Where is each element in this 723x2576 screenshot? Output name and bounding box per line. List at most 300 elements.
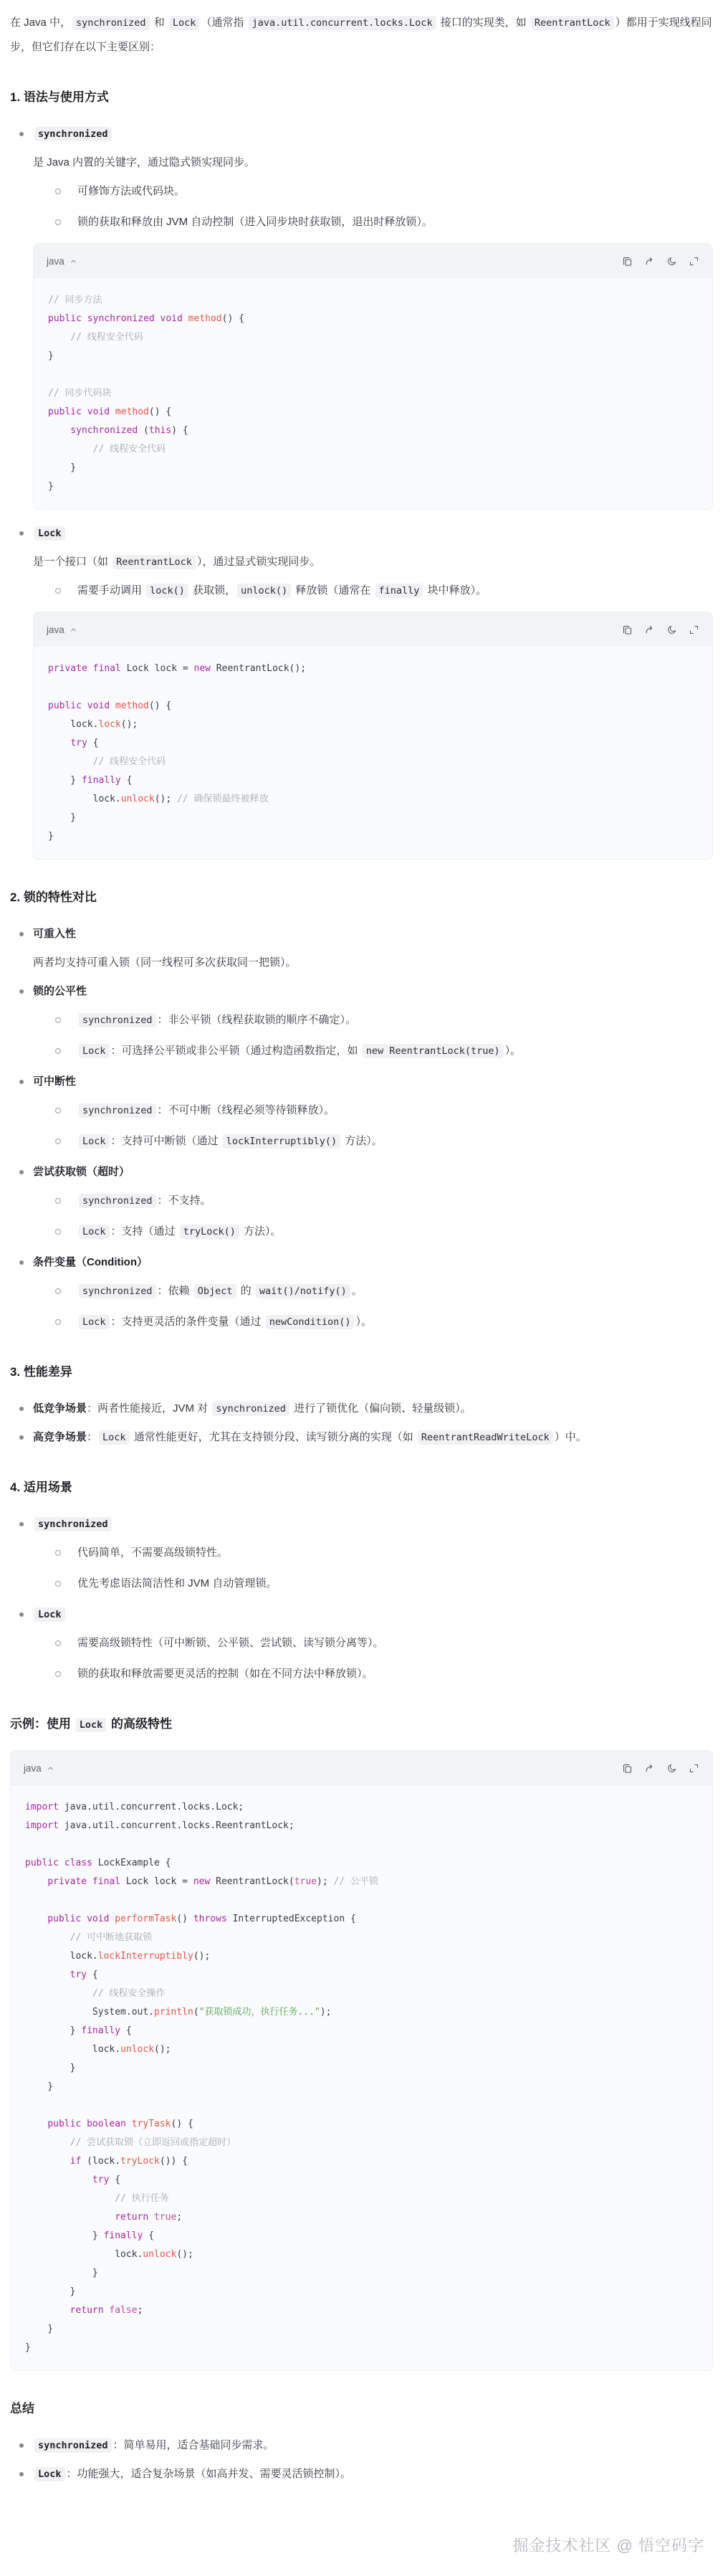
text-run: ：两者性能接近，JVM 对: [87, 1402, 211, 1415]
code-token: (lock.: [81, 2156, 121, 2167]
inline-code: Lock: [34, 526, 65, 541]
code-token: }: [25, 2063, 76, 2073]
list-item: [10, 2433, 713, 2458]
code-line: [25, 2227, 698, 2245]
code-token: ;: [176, 2212, 183, 2223]
section-heading: [10, 1478, 713, 1496]
copy-icon[interactable]: [622, 624, 633, 635]
code-token: public boolean: [47, 2119, 126, 2129]
text-run: 方法）。: [240, 1225, 282, 1237]
code-content: [11, 1785, 712, 2370]
code-line: [25, 1910, 698, 1929]
code-line: [48, 660, 698, 678]
code-content: [34, 647, 712, 859]
code-line: [48, 384, 698, 403]
code-line: [25, 2283, 698, 2301]
jump-arrow-icon[interactable]: [644, 624, 655, 635]
code-line: [48, 678, 698, 697]
code-token: public class: [25, 1858, 92, 1868]
section-heading: [10, 1363, 713, 1381]
text-run: 总结: [10, 2402, 34, 2415]
text-run: 和: [150, 16, 168, 29]
list-item: [10, 922, 713, 946]
code-line: [25, 1835, 698, 1854]
text-run: （通常指: [201, 16, 247, 29]
sublist-item: [10, 1008, 713, 1032]
inline-code: wait()/notify(): [256, 1284, 350, 1298]
code-block-header: [11, 1751, 712, 1785]
text-run: ：支持更灵活的条件变量（通过: [110, 1316, 264, 1328]
code-token: );: [320, 2007, 332, 2017]
code-line: [48, 477, 698, 496]
text-run: 高竞争场景: [33, 1431, 87, 1443]
text-run: 示例：使用: [10, 1717, 75, 1731]
code-token: [110, 700, 115, 711]
code-token: public void: [48, 407, 110, 417]
code-token: true: [154, 2212, 177, 2223]
code-line: [48, 697, 698, 716]
code-token: ReentrantLock();: [210, 663, 307, 674]
code-token: );: [317, 1876, 334, 1887]
inline-code: Lock: [34, 1607, 65, 1622]
code-block: [10, 1750, 713, 2371]
text-run: 优先考虑语法简洁性和 JVM 自动管理锁。: [77, 1577, 277, 1589]
list-item: [10, 2462, 713, 2486]
text-run: 尝试获取锁（超时）: [33, 1166, 130, 1178]
code-token: ) {: [171, 425, 188, 436]
code-token: [48, 425, 70, 436]
text-run: 在 Java 中，: [10, 16, 72, 29]
code-token: finally: [103, 2230, 143, 2241]
inline-code: Lock: [99, 1430, 130, 1445]
collapse-chevron-icon: [47, 1764, 54, 1772]
code-token: }: [48, 831, 54, 842]
text-run: 接口的实现类，如: [437, 16, 530, 29]
code-line: [25, 1798, 698, 1817]
inline-code: Lock: [79, 1225, 110, 1239]
article-body: [10, 11, 713, 2486]
copy-icon[interactable]: [622, 256, 633, 267]
inline-code: finally: [375, 584, 423, 598]
text-run: 获取锁，: [189, 584, 236, 597]
code-token: tryTask: [131, 2119, 171, 2129]
text-run: ）都用于实现线程同步，但它们存在以下主要区别：: [10, 16, 712, 53]
code-token: unlock: [120, 2044, 155, 2055]
code-line: [25, 2245, 698, 2264]
code-token: lock.: [25, 2044, 121, 2055]
text-run: 的高级特性: [107, 1717, 172, 1731]
code-token: "获取锁成功，执行任务...": [198, 2007, 320, 2017]
code-block-header: [34, 612, 712, 647]
code-token: () {: [148, 700, 172, 711]
fullscreen-icon[interactable]: [689, 256, 699, 267]
code-line: [25, 2320, 698, 2339]
code-language-toggle[interactable]: [47, 624, 77, 635]
code-line: [25, 2096, 698, 2115]
code-token: }: [25, 2081, 54, 2092]
code-token: {: [120, 2025, 132, 2036]
code-token: lock.: [48, 794, 121, 804]
code-token: LockExample {: [92, 1858, 171, 1868]
collapse-chevron-icon: [70, 626, 77, 634]
inline-code: synchronized: [79, 1284, 156, 1298]
text-run: ：简单易用，适合基础同步需求。: [112, 2439, 274, 2451]
code-line: [48, 716, 698, 734]
inline-code: synchronized: [212, 1402, 289, 1416]
code-line: [48, 440, 698, 459]
inline-code: ReentrantLock: [112, 555, 196, 569]
code-token: method: [115, 407, 149, 417]
text-run: 需要手动调用: [77, 584, 145, 597]
code-token: if: [70, 2156, 82, 2167]
sublist-item: [10, 1310, 713, 1334]
sublist-item: [10, 1279, 713, 1303]
code-line: [48, 403, 698, 422]
code-token: [25, 2175, 92, 2185]
text-run: 块中释放）。: [424, 584, 487, 597]
inline-code: lock(): [146, 584, 188, 598]
code-line: [48, 771, 698, 790]
code-token: ;: [137, 2305, 143, 2316]
sublist-item: [10, 179, 713, 204]
code-line: [25, 2115, 698, 2134]
text-run: 2. 锁的特性对比: [10, 890, 97, 904]
code-token: ()) {: [159, 2156, 188, 2167]
code-line: [25, 2339, 698, 2357]
code-token: () {: [221, 313, 244, 324]
list-item-description: [10, 951, 713, 975]
code-token: lock: [98, 719, 121, 730]
text-run: 可中断性: [33, 1075, 77, 1088]
code-token: (: [138, 425, 149, 436]
code-token: this: [148, 425, 172, 436]
code-line: [25, 2059, 698, 2078]
code-line: [25, 1966, 698, 1985]
code-line: [48, 347, 698, 366]
list-item: [10, 1512, 713, 1536]
text-run: 是 Java 内置的关键字，通过隐式锁实现同步。: [33, 156, 256, 168]
text-run: 锁的公平性: [33, 985, 87, 997]
section-heading: [10, 88, 713, 106]
inline-code: synchronized: [79, 1013, 156, 1027]
code-token: unlock: [120, 794, 155, 804]
code-token: () {: [148, 407, 172, 417]
text-run: ）中。: [554, 1431, 587, 1443]
text-run: 4. 适用场景: [10, 1481, 72, 1494]
code-token: }: [48, 775, 82, 786]
inline-code: synchronized: [79, 1103, 156, 1118]
code-token: java.util.concurrent.locks.ReentrantLock;: [58, 1820, 295, 1831]
code-token: new: [193, 663, 211, 674]
jump-arrow-icon[interactable]: [644, 256, 655, 267]
code-content: [34, 278, 712, 509]
list-item: [10, 979, 713, 1004]
inline-code: Object: [194, 1284, 236, 1298]
code-token: {: [143, 2230, 155, 2241]
code-line: [48, 422, 698, 440]
inline-code: synchronized: [34, 1517, 112, 1531]
code-token: private final: [47, 1876, 121, 1887]
code-token: public synchronized void: [48, 313, 183, 324]
code-block: [33, 243, 713, 510]
code-actions: [622, 624, 699, 635]
list-item-description: [10, 151, 713, 175]
code-line: [48, 459, 698, 477]
sublist-item: [10, 1220, 713, 1244]
code-token: ReentrantLock(: [210, 1876, 295, 1887]
text-run: 需要高级锁特性（可中断锁、公平锁、尝试锁、读写锁分离等）。: [77, 1637, 384, 1649]
section-heading: [10, 2400, 713, 2418]
list-item: [10, 521, 713, 546]
inline-code: Lock: [169, 16, 200, 30]
sublist-item: [10, 1189, 713, 1213]
code-token: [110, 407, 115, 417]
inline-code: newCondition(): [266, 1315, 355, 1329]
watermark: 掘金技术社区 @ 悟空码字: [512, 2537, 704, 2554]
code-token: }: [25, 2230, 104, 2241]
code-token: println: [154, 2007, 193, 2017]
code-line: [48, 734, 698, 753]
code-block-header: [34, 244, 712, 278]
code-token: [183, 313, 188, 324]
code-token: }: [25, 2268, 98, 2278]
code-token: lock.: [48, 719, 99, 730]
code-line: [25, 1873, 698, 1891]
sublist-item: [10, 1631, 713, 1655]
fullscreen-icon[interactable]: [689, 1763, 699, 1774]
text-run: 代码简单，不需要高级锁特性。: [77, 1546, 229, 1559]
code-line: [48, 753, 698, 771]
inline-code: lockInterruptibly(): [223, 1134, 340, 1149]
text-run: ：功能强大，适合复杂场景（如高并发、需要灵活锁控制）。: [66, 2468, 352, 2480]
code-token: lock.: [25, 2249, 143, 2260]
list-item: [10, 1070, 713, 1094]
code-token: // 同步方法: [48, 295, 102, 305]
code-token: }: [48, 812, 77, 823]
code-token: unlock: [143, 2249, 177, 2260]
code-line: [25, 2134, 698, 2152]
sublist-item: [10, 1039, 713, 1063]
copy-icon[interactable]: [622, 1763, 633, 1774]
inline-code: synchronized: [34, 127, 112, 141]
code-token: import: [25, 1820, 59, 1831]
sublist-item: [10, 210, 713, 234]
code-token: [25, 1969, 70, 1980]
code-token: Lock lock =: [120, 1876, 193, 1887]
code-line: [25, 2003, 698, 2022]
section-heading: [10, 888, 713, 906]
code-line: [25, 2152, 698, 2171]
inline-code: ReentrantReadWriteLock: [418, 1430, 553, 1445]
code-token: }: [25, 2324, 54, 2334]
code-token: }: [48, 351, 54, 361]
code-token: // 确保锁最终被释放: [177, 794, 269, 804]
code-line: [48, 366, 698, 384]
code-token: ();: [193, 1951, 211, 1962]
code-line: [48, 291, 698, 310]
code-token: {: [87, 1969, 98, 1980]
code-token: // 执行任务: [25, 2193, 169, 2204]
sublist-item: [10, 1098, 713, 1123]
code-token: finally: [81, 775, 121, 786]
text-run: ：不支持。: [157, 1194, 211, 1207]
code-language-label: java: [47, 255, 64, 267]
text-run: 通常性能更好，尤其在支持锁分段、读写锁分离的实现（如: [130, 1431, 416, 1443]
inline-code: Lock: [79, 1044, 110, 1058]
code-token: private final: [48, 663, 121, 674]
code-token: [126, 2119, 132, 2129]
list-item: [10, 1250, 713, 1275]
code-token: // 线程安全代码: [48, 756, 166, 767]
text-run: 的: [237, 1285, 254, 1297]
code-token: // 尝试获取锁（立即返回或指定超时）: [25, 2137, 236, 2148]
code-token: {: [109, 2175, 121, 2185]
text-run: 低竞争场景: [33, 1402, 87, 1415]
code-line: [48, 809, 698, 827]
theme-moon-icon[interactable]: [666, 256, 677, 267]
text-run: 释放锁（通常在: [292, 584, 374, 597]
code-token: System.out.: [25, 2007, 155, 2017]
text-run: 方法）。: [342, 1135, 383, 1147]
list-item: [10, 1160, 713, 1184]
code-token: new: [193, 1876, 211, 1887]
code-language-toggle[interactable]: [47, 256, 77, 267]
code-token: // 同步代码块: [48, 388, 112, 399]
code-line: [25, 2264, 698, 2283]
code-token: ();: [176, 2249, 193, 2260]
fullscreen-icon[interactable]: [689, 624, 699, 635]
text-run: 可修饰方法或代码块。: [77, 185, 186, 197]
code-token: try: [70, 1969, 87, 1980]
jump-arrow-icon[interactable]: [644, 1763, 655, 1774]
code-token: synchronized: [70, 425, 138, 436]
list-item: [10, 1602, 713, 1627]
code-line: [48, 827, 698, 846]
code-token: finally: [81, 2025, 121, 2036]
text-run: ：支持（通过: [110, 1225, 178, 1237]
text-run: 两者均支持可重入锁（同一线程可多次获取同一把锁）。: [33, 956, 297, 969]
code-line: [48, 790, 698, 809]
code-token: [25, 2119, 47, 2129]
text-run: ），通过显式锁实现同步。: [196, 556, 321, 568]
text-run: ：非公平锁（线程获取锁的顺序不确定）。: [157, 1014, 357, 1026]
code-token: [25, 2305, 70, 2316]
code-token: // 可中断地获取锁: [25, 1932, 153, 1943]
list-item: [10, 1397, 713, 1421]
code-token: InterruptedException {: [226, 1914, 356, 1924]
inline-code: new ReentrantLock(true): [363, 1044, 504, 1058]
code-token: // 线程安全操作: [25, 1988, 166, 1999]
code-language-label: java: [24, 1762, 42, 1774]
text-run: 1. 语法与使用方式: [10, 90, 109, 104]
text-run: ：可选择公平锁或非公平锁（通过构造函数指定，如: [110, 1045, 361, 1057]
sublist-item: [10, 1129, 713, 1154]
code-token: [25, 2212, 115, 2223]
text-run: 是一个接口（如: [33, 556, 112, 568]
code-token: }: [25, 2342, 31, 2353]
code-line: [25, 2022, 698, 2040]
text-run: ）。: [355, 1316, 372, 1328]
code-token: performTask: [115, 1914, 177, 1924]
code-token: }: [25, 2286, 76, 2297]
code-line: [25, 2040, 698, 2059]
code-token: ();: [154, 794, 178, 804]
code-token: return: [70, 2305, 104, 2316]
code-line: [25, 1985, 698, 2003]
code-token: try: [92, 2175, 110, 2185]
text-run: ）。: [504, 1045, 522, 1057]
inline-code: synchronized: [34, 2438, 112, 2453]
code-language-toggle[interactable]: [24, 1763, 54, 1774]
code-token: tryLock: [120, 2156, 160, 2167]
text-run: 锁的获取和释放需要更灵活的控制（如在不同方法中释放锁）。: [77, 1668, 373, 1680]
inline-code: java.util.concurrent.locks.Lock: [249, 16, 436, 30]
sublist-item: [10, 1572, 713, 1596]
inline-code: Lock: [79, 1134, 110, 1149]
code-token: ();: [120, 719, 138, 730]
list-item: [10, 1425, 713, 1450]
theme-moon-icon[interactable]: [666, 1763, 677, 1774]
code-token: (): [176, 1914, 193, 1924]
code-line: [25, 2171, 698, 2190]
code-token: return: [115, 2212, 149, 2223]
collapse-chevron-icon: [70, 257, 77, 265]
text-run: ：支持可中断锁（通过: [110, 1135, 221, 1147]
code-token: method: [188, 313, 222, 324]
code-token: [48, 738, 70, 748]
list-item: [10, 122, 713, 146]
code-line: [25, 2078, 698, 2096]
text-run: 可重入性: [33, 928, 77, 940]
text-run: ：不可中断（线程必须等待锁释放）。: [157, 1104, 335, 1116]
code-line: [48, 310, 698, 328]
sublist-item: [10, 1662, 713, 1686]
code-line: [25, 2301, 698, 2320]
code-actions: [622, 1763, 699, 1774]
code-line: [25, 1854, 698, 1873]
paragraph: [10, 11, 713, 60]
inline-code: unlock(): [237, 584, 291, 598]
code-language-label: java: [47, 624, 64, 635]
text-run: 。: [351, 1285, 363, 1297]
code-token: {: [120, 775, 133, 786]
code-token: lock.: [25, 1951, 98, 1962]
theme-moon-icon[interactable]: [666, 624, 677, 635]
code-token: }: [48, 462, 77, 473]
code-token: [25, 1876, 47, 1887]
code-token: ();: [154, 2044, 171, 2055]
code-token: public void: [48, 700, 110, 711]
text-run: 条件变量（Condition）: [33, 1256, 148, 1268]
code-token: () {: [171, 2119, 193, 2129]
text-run: ：依赖: [157, 1285, 193, 1297]
code-token: [148, 2212, 154, 2223]
code-token: method: [115, 700, 149, 711]
text-run: 锁的获取和释放由 JVM 自动控制（进入同步块时获取锁，退出时释放锁）。: [77, 216, 433, 228]
code-token: throws: [193, 1914, 227, 1924]
code-token: try: [70, 738, 87, 748]
code-token: [25, 1914, 47, 1924]
inline-code: tryLock(): [180, 1225, 239, 1239]
code-token: Lock lock =: [120, 663, 194, 674]
code-token: (: [193, 2007, 199, 2017]
sublist-item: [10, 579, 713, 603]
code-actions: [622, 256, 699, 267]
inline-code: Lock: [76, 1718, 107, 1732]
code-line: [25, 1929, 698, 1947]
inline-code: synchronized: [72, 16, 150, 30]
code-token: // 线程安全代码: [48, 332, 143, 343]
